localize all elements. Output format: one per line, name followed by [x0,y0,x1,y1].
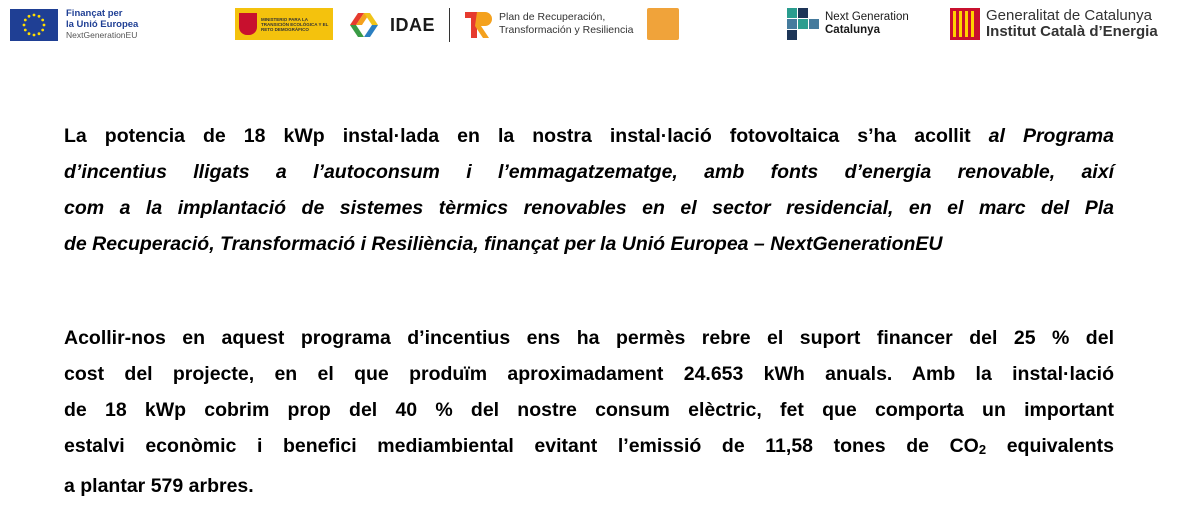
eu-line1: Finançat per [66,8,123,19]
idae-logo [342,8,450,42]
eu-line2: la Unió Europea [66,19,139,30]
eu-line3: NextGenerationEU [66,30,138,40]
ministerio-logo [235,8,333,40]
plan-mark-icon [463,8,493,40]
ngc-mark-icon [787,8,819,40]
ministerio-text: MINISTERIO PARA LA TRANSICIÓN ECOLÓGICA Y EL RETO DEMOGRÁFICO [261,16,329,32]
ngc-line1: Next Generation [825,11,909,23]
generalitat-line2: Institut Català d’Energia [986,23,1158,40]
divider [449,8,450,42]
senyera-icon [950,8,980,40]
p1-line1-italic: al Programa [988,125,1114,147]
generalitat-line1: Generalitat de Catalunya [986,7,1152,24]
p2-line4-sub: 2 [978,442,987,457]
p2-line2: cost del projecte, en el que produïm aproximadament 24.653 kWh anuals. Amb la instal·lació [64,363,1114,385]
plan-line1: Plan de Recuperación, [499,11,606,23]
ngc-logo [787,8,909,40]
eu-logo [10,8,138,41]
p1-line1-normal: La potencia de 18 kWp instal·lada en la nostra instal·lació fotovoltaica s’ha acollit [64,125,989,147]
p1-line4: de Recuperació, Transformació i Resiliència, finançat per la Unió Europea – NextGenerationEU [64,233,943,255]
p2-line4-b: equivalents [986,435,1114,457]
p1-line2: d’incentius lligats a l’autoconsum i l’emmagatzematge, amb fonts d’energia renovable, així [64,161,1114,183]
paragraph-2 [64,320,1114,504]
p2-line5: a plantar 579 arbres. [64,475,254,497]
generalitat-logo [950,8,1158,40]
p2-line4-a: estalvi econòmic i benefici mediambiental evitant l’emissió de 11,58 tones de CO [64,435,979,457]
ngc-line2: Catalunya [825,24,880,36]
spain-shield-icon [239,13,257,35]
p1-line3: com a la implantació de sistemes tèrmics renovables en el sector residencial, en el marc del Pla [64,197,1114,219]
logo-banner [0,0,1185,60]
idae-mark-icon [342,9,386,41]
paragraph-1 [64,118,1114,262]
windmill-icon [647,8,679,40]
idae-text: IDAE [390,14,436,35]
plan-line2: Transformación y Resiliencia [499,24,634,36]
plan-logo [463,8,679,40]
p2-line1: Acollir-nos en aquest programa d’incentius ens ha permès rebre el suport financer del 25 % del [64,327,1114,349]
p2-line3: de 18 kWp cobrim prop del 40 % del nostre consum elèctric, fet que comporta un important [64,399,1114,421]
eu-flag-icon [10,9,58,41]
